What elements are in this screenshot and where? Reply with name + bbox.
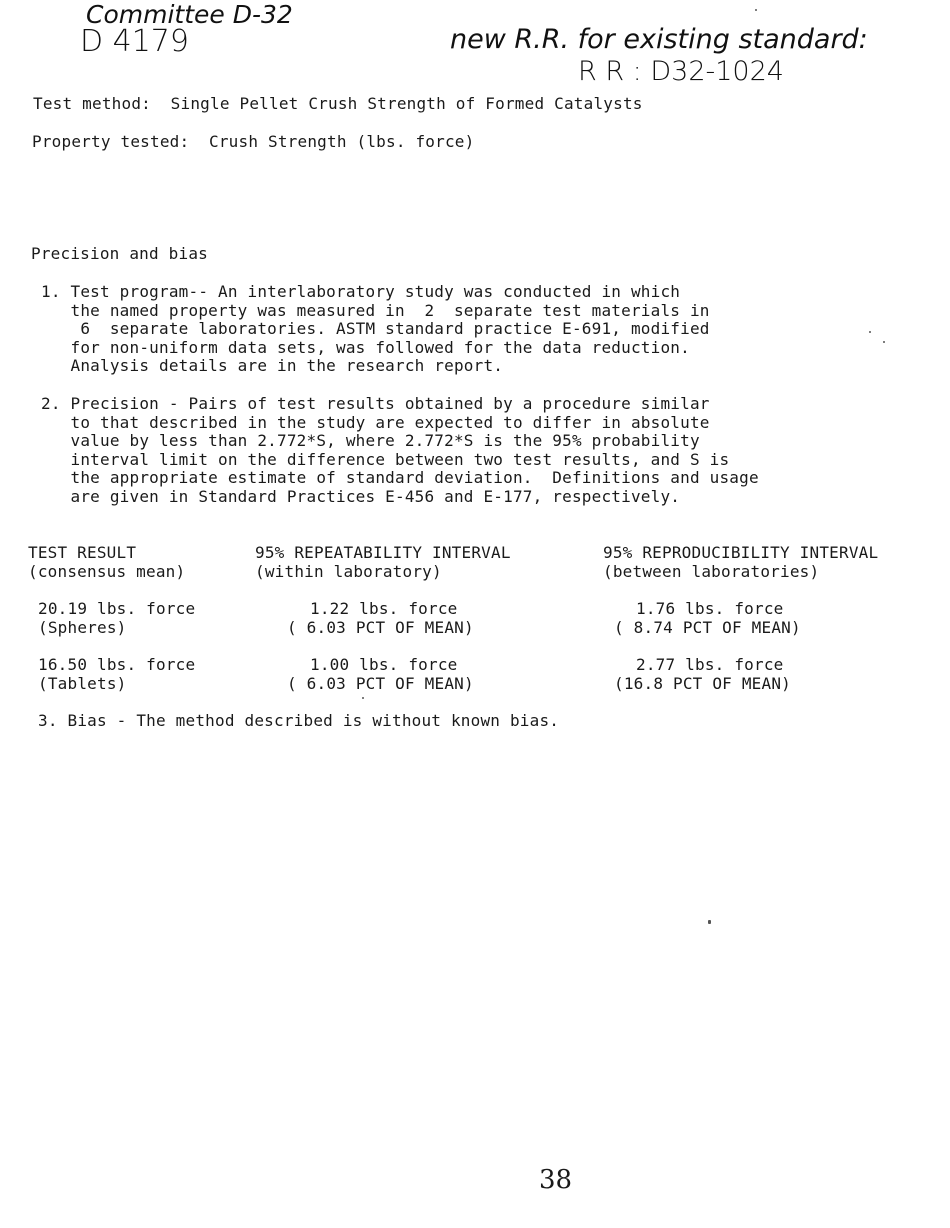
header-test-result: TEST RESULT [28,543,137,562]
scan-speck [708,920,711,924]
cell-repeat: 1.00 lbs. force [310,655,458,674]
header-test-result-sub: (consensus mean) [28,562,186,581]
item-bias: 3. Bias - The method described is without known bias. [38,711,560,730]
handwritten-note-line2: R R : D32-1024 [578,56,784,87]
test-method-line: Test method: Single Pellet Crush Strength of Formed Catalysts [33,94,643,113]
property-tested-line: Property tested: Crush Strength (lbs. force) [32,132,475,151]
cell-material: (Spheres) [38,618,127,637]
section-title: Precision and bias [31,244,208,263]
cell-repeat: 1.22 lbs. force [310,599,458,618]
paragraph-line: the appropriate estimate of standard deviation. Definitions and usage [41,468,759,488]
paragraph-line: interval limit on the difference between two test results, and S is [41,449,730,469]
scan-speck [362,697,364,699]
page-number: 38 [539,1165,573,1195]
header-repeatability: 95% REPEATABILITY INTERVAL [255,543,511,562]
cell-result: 16.50 lbs. force [38,655,196,674]
scan-speck [869,331,871,333]
paragraph-line: 6 separate laboratories. ASTM standard practice E-691, modified [41,319,710,339]
scan-speck [883,341,885,343]
header-reproducibility: 95% REPRODUCIBILITY INTERVAL [603,543,879,562]
paragraph-line: 2. Precision - Pairs of test results obtained by a procedure similar [41,394,710,413]
cell-repeat-pct: ( 6.03 PCT OF MEAN) [287,618,474,637]
cell-result: 20.19 lbs. force [38,599,196,618]
paragraph-line: the named property was measured in 2 separate test materials in [41,300,710,320]
paragraph-line: value by less than 2.772*S, where 2.772*S is the 95% probability [41,431,700,451]
cell-reprod-pct: ( 8.74 PCT OF MEAN) [614,618,801,637]
cell-reprod: 2.77 lbs. force [636,655,784,674]
handwritten-note-line1: new R.R. for existing standard: [450,24,868,55]
scan-speck [755,9,757,11]
paragraph-line: are given in Standard Practices E-456 and E-177, respectively. [41,487,681,506]
paragraph-line: Analysis details are in the research report. [41,356,504,376]
cell-reprod: 1.76 lbs. force [636,599,784,618]
handwritten-standard-number: D 4179 [80,24,189,59]
cell-repeat-pct: ( 6.03 PCT OF MEAN) [287,674,474,693]
cell-reprod-pct: (16.8 PCT OF MEAN) [614,674,791,693]
paragraph-line: for non-uniform data sets, was followed for the data reduction. [41,337,690,357]
handwritten-committee: Committee D-32 [86,0,293,29]
paragraph-line: 1. Test program-- An interlaboratory study was conducted in which [41,282,681,301]
header-repeatability-sub: (within laboratory) [255,562,442,581]
header-reproducibility-sub: (between laboratories) [603,562,820,581]
cell-material: (Tablets) [38,674,127,693]
paragraph-line: to that described in the study are expected to differ in absolute [41,412,710,432]
